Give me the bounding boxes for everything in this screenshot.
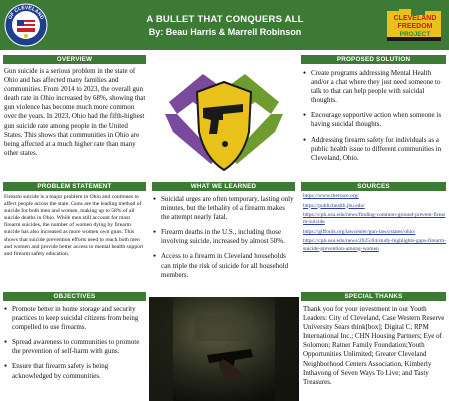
- cleveland-seal-icon: [4, 3, 48, 47]
- what-we-learned-item: ● Suicidal urges are often temporary, lasting only minutes, but the lethality of a firearm makes the attempt nearly fatal.: [153, 195, 295, 222]
- source-link[interactable]: https://cph.osu.edu/news/finding-common-ground-prevent-firearm-suicide: [303, 212, 446, 226]
- proposed-solution-item: ● Create programs addressing Mental Health and/or a chat where they just need someone to talk to that can help people with suicidal thoughts.: [303, 69, 445, 105]
- handshake-shield-gun-icon: [163, 62, 285, 174]
- objectives-item: ● Ensure that firearm safety is being acknowledged by communities.: [4, 362, 146, 380]
- source-link[interactable]: https://publichealth.jhu.edu/: [303, 202, 365, 209]
- hand-holding-handgun-photo: [149, 297, 299, 401]
- source-link[interactable]: https://giffords.org/lawcenter/gun-laws/states/ohio/: [303, 228, 416, 235]
- problem-statement-text: Firearm suicide is a major problem in Ohio and continues to affect people across the state. Guns are the leading method of suicide for both men and women, making up to 58% of all suicide deaths in Ohio. While men still account for most firearm suicides, the number of women dying by firearm suicide has also increased as more women own guns. This shows that suicide prevention efforts need to reach both men and women and provide better access to mental health support and firearm safety education.: [4, 194, 144, 257]
- cleveland-freedom-project-logo: [385, 7, 445, 43]
- brand-line-3: PROJECT: [399, 31, 431, 38]
- sources-heading: SOURCES: [301, 182, 446, 191]
- what-we-learned-list: [153, 195, 295, 286]
- poster-authors: By: Beau Harris & Marrell Robinson: [148, 27, 302, 37]
- special-thanks-heading: SPECIAL THANKS: [301, 292, 446, 301]
- sources-list: [303, 193, 446, 255]
- problem-statement-heading: PROBLEM STATEMENT: [3, 182, 146, 191]
- what-we-learned-item: ● Firearm deaths in the U.S., including those involving suicide, increased by almost 50%.: [153, 228, 295, 246]
- source-link[interactable]: https://cph.osu.edu/news/2025/04/study-highlights-gaps-firearm-suicide-prevention-among-women: [303, 238, 446, 252]
- seal-ring-text: OF CLEVELAND: [7, 4, 45, 21]
- objectives-item: ● Promote better in home storage and security practices to keep suicidal citizens from being compelled to use firearms.: [4, 305, 146, 332]
- special-thanks-text: Thank you for your investment in our Youth Leaders: City of Cleveland, Case Western Reserve University Sears think[box]; Digital C; RPM International Inc.; CHN Housing Partners; Eye of Solomon; Ratner Family Foundation;Youth Opportunities Unlimited; Greater Cleveland Neighborhood Centers Association, Kimberly Inthavong of Seven Ways To Live; and Tasty Treasures.: [303, 305, 445, 386]
- overview-heading: OVERVIEW: [3, 55, 146, 64]
- poster-title-block: [110, 14, 340, 38]
- proposed-solution-heading: PROPOSED SOLUTION: [301, 55, 446, 64]
- poster-title: A BULLET THAT CONQUERS ALL: [146, 14, 304, 25]
- source-link[interactable]: https://www.thetrace.org/: [303, 193, 359, 199]
- overview-text: Gun suicide is a serious problem in the state of Ohio and has affected many families and communities. From 2014 to 2023, the overall gun death rate in Ohio increased by 68%, showing that gun violence has become much more common over the years. In 2023, Ohio had the fifth-highest gun suicide rate among people in the United States. This shows that communities in Ohio are being affected at a much higher rate than many other states.: [4, 67, 146, 157]
- proposed-solution-item: ● Addressing firearm safety for individuals as a public health issue to different communities in Cleveland, Ohio.: [303, 136, 445, 163]
- objectives-heading: OBJECTIVES: [3, 292, 146, 301]
- proposed-solution-item: ● Encourage supportive action when someone is having suicidal thoughts.: [303, 111, 445, 129]
- objectives-list: [4, 305, 146, 387]
- proposed-solution-list: [303, 69, 445, 169]
- brand-line-1: CLEVELAND: [393, 15, 437, 22]
- what-we-learned-item: ● Access to a firearm in Cleveland households can triple the risk of suicide for all household members.: [153, 252, 295, 279]
- objectives-item: ● Spread awareness to communities to promote the prevention of self-harm with guns.: [4, 338, 146, 356]
- brand-line-2: FREEDOM: [397, 23, 433, 30]
- what-we-learned-heading: WHAT WE LEARNED: [152, 182, 295, 191]
